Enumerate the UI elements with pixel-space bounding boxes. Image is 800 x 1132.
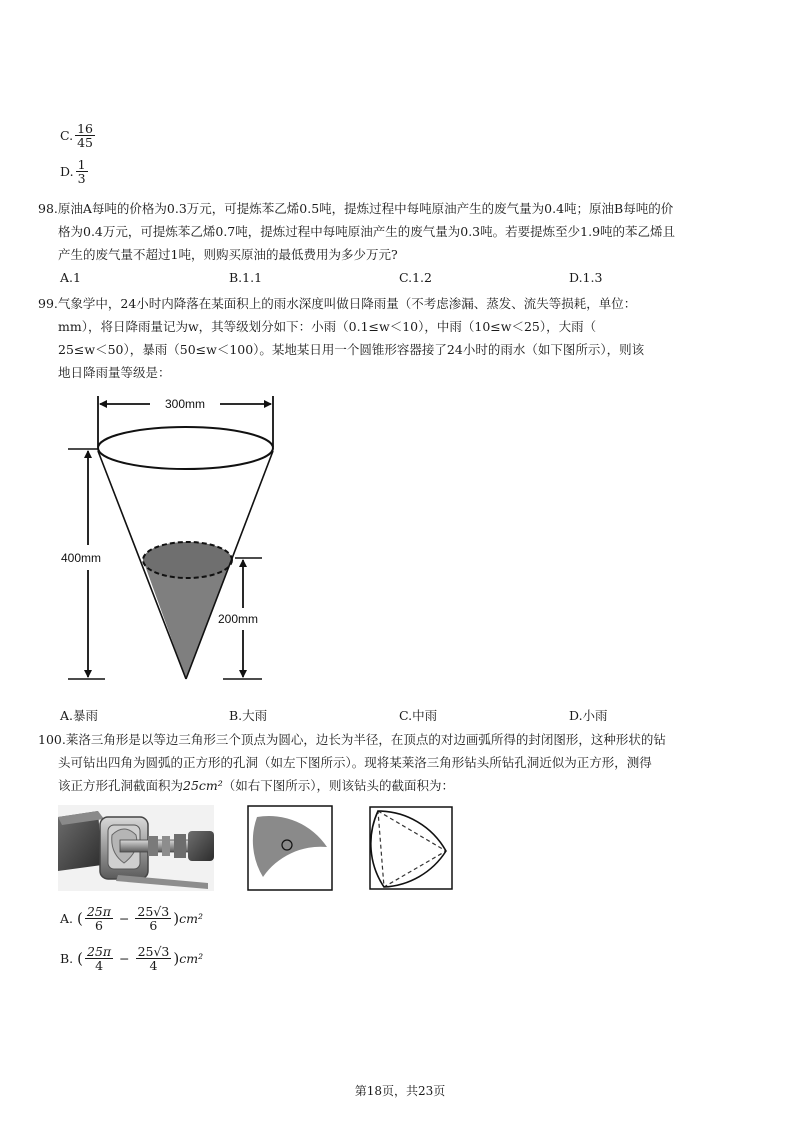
height-label: 400mm	[61, 551, 102, 565]
q100-option-a-d1: 6	[94, 918, 103, 933]
cone-top-rim	[98, 427, 273, 469]
q100-option-a-unit: cm²	[179, 911, 203, 926]
q100-option-a-label: A.	[60, 911, 74, 926]
q99-line-4: 地日降雨量等级是：	[58, 365, 171, 380]
q97-option-d-denominator: 3	[77, 171, 86, 186]
q99-line-3: 25≤w＜50），暴雨（50≤w＜100）。某地某日用一个圆锥形容器接了24小时的雨水（如下图所示），则该	[58, 342, 645, 357]
q97-option-d-fraction	[76, 158, 88, 185]
page-footer: 第18页，共23页	[354, 1084, 446, 1098]
q99-line-1: 99.气象学中，24小时内降落在某面积上的雨水深度叫做日降雨量（不考虑渗漏、蒸发、流失等损耗，单位：	[38, 296, 637, 311]
reuleaux-square-figure	[368, 805, 454, 891]
q99-option-a: A.暴雨	[60, 708, 99, 723]
q98-option-d: D.1.3	[569, 270, 603, 285]
q100-line-3-suffix: （如右下图所示），则该钻头的截面积为：	[222, 778, 455, 793]
drill-photo	[58, 805, 214, 891]
top-diameter-label: 300mm	[164, 397, 206, 411]
q98-option-b: B.1.1	[229, 270, 263, 285]
q100-option-b-unit: cm²	[179, 951, 204, 966]
q100-option-b-d1: 4	[95, 958, 104, 973]
q100-area-value: 25cm²	[183, 778, 223, 793]
q99-option-d: D.小雨	[569, 708, 608, 723]
q100-option-a: A. ( $\frac{25\pi}{6}$ − $\frac{25√3}{6}$ )cm²	[60, 904, 203, 933]
q100-option-b-label: B.	[60, 951, 74, 966]
q100-line-1: 100.莱洛三角形是以等边三角形三个顶点为圆心，边长为半径，在顶点的对边画弧所得的封闭图形，这种形状的钻	[38, 732, 666, 747]
q97-option-c-denominator: 45	[77, 135, 93, 150]
q100-option-b-d2: 4	[149, 958, 158, 973]
q98-line-3: 产生的废气量不超过1吨，则购买原油的最低费用为多少万元?	[58, 247, 398, 262]
q97-option-c-numerator: 16	[77, 121, 93, 136]
q99-option-c: C.中雨	[399, 708, 438, 723]
q97-option-c-label: C.	[60, 128, 74, 143]
q100-option-b: B. ( $\frac{25\pi}{4}$ − $\frac{25√3}{4}$ )cm²	[60, 944, 204, 973]
q100-line-2: 头可钻出四角为圆弧的正方形的孔洞（如左下图所示）。现将某莱洛三角形钻头所钻孔洞近似为正方形，测得	[58, 755, 652, 770]
q100-option-a-n1: 25π	[86, 904, 111, 919]
q100-line-3	[58, 778, 454, 794]
q97-option-d	[60, 158, 90, 185]
q98-line-2: 格为0.4万元，可提炼苯乙烯0.7吨，提炼过程中每吨原油产生的废气量为0.3吨。若要提炼至少1.9吨的苯乙烯且	[58, 224, 676, 239]
q100-option-a-d2: 6	[149, 918, 158, 933]
q98-line-1: 98.原油A每吨的价格为0.3万元，可提炼苯乙烯0.5吨，提炼过程中每吨原油产生的废气量为0.4吨；原油B每吨的价	[38, 201, 674, 216]
q97-option-c-fraction	[75, 122, 95, 149]
cone-figure	[55, 390, 295, 690]
q99-option-b: B.大雨	[229, 708, 268, 723]
water-height-label: 200mm	[218, 612, 259, 626]
q98-option-a: A.1	[60, 270, 81, 285]
q100-option-b-n2: 25√3	[137, 944, 170, 959]
q98-option-c: C.1.2	[399, 270, 432, 285]
q97-option-d-numerator: 1	[77, 157, 86, 172]
q97-option-d-label: D.	[60, 164, 74, 179]
q100-line-3-prefix: 该正方形孔洞截面积为	[58, 778, 184, 793]
reuleaux-hole-figure	[247, 805, 333, 891]
q100-option-a-n2: 25√3	[137, 904, 170, 919]
q97-option-c	[60, 122, 97, 149]
q99-line-2: mm），将日降雨量记为w，其等级划分如下：小雨（0.1≤w＜10），中雨（10≤w＜25），大雨（	[58, 319, 597, 334]
q100-option-b-n1: 25π	[87, 944, 112, 959]
